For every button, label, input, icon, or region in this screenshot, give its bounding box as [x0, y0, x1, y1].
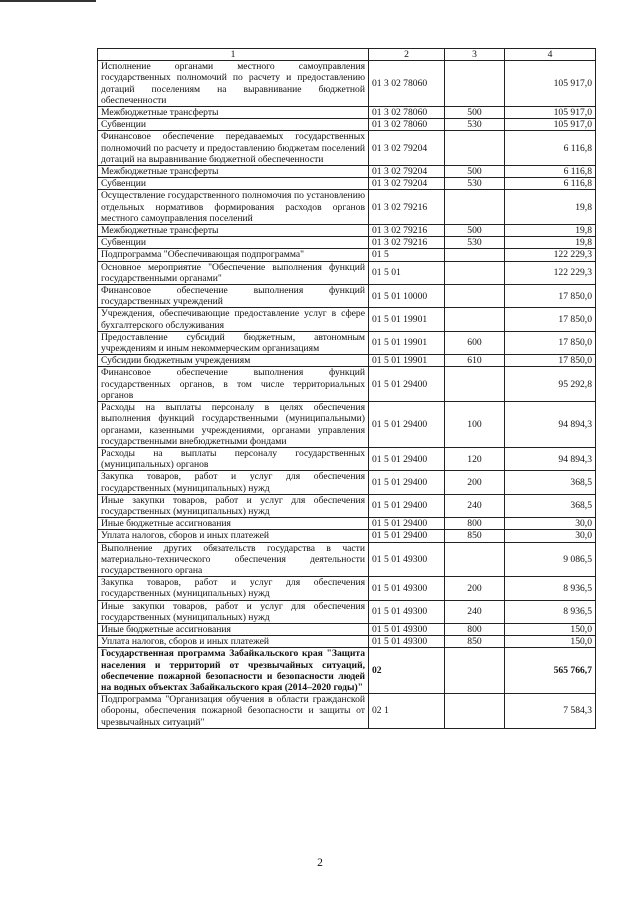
table-row — [98, 119, 596, 131]
row-name-cell: Иные бюджетные ассигнования — [98, 623, 369, 635]
row-code-cell: 01 5 01 49300 — [369, 636, 445, 648]
row-sum-cell: 17 850,0 — [505, 355, 596, 367]
table-row — [98, 367, 596, 402]
row-kvr-cell: 850 — [445, 636, 505, 648]
row-kvr-cell: 500 — [445, 225, 505, 237]
row-sum-cell: 150,0 — [505, 623, 596, 635]
table-row — [98, 355, 596, 367]
row-code-cell: 01 5 01 29400 — [369, 530, 445, 542]
row-code-cell: 01 3 02 79204 — [369, 178, 445, 190]
row-sum-cell: 8 936,5 — [505, 577, 596, 600]
row-sum-cell: 17 850,0 — [505, 285, 596, 308]
column-header-name: 1 — [98, 49, 369, 61]
row-sum-cell: 17 850,0 — [505, 331, 596, 354]
row-kvr-cell — [445, 367, 505, 402]
row-kvr-cell — [445, 694, 505, 729]
table-row — [98, 636, 596, 648]
row-code-cell: 01 3 02 79204 — [369, 131, 445, 166]
row-sum-cell: 565 766,7 — [505, 648, 596, 694]
row-kvr-cell: 530 — [445, 178, 505, 190]
row-sum-cell: 19,8 — [505, 237, 596, 249]
row-name-cell: Финансовое обеспечение передаваемых государственных полномочий по расчету и предоставлению бюджетам поселений дотаций на выравнивание бюджетной обеспеченности — [98, 131, 369, 166]
table-row — [98, 61, 596, 107]
row-name-cell: Уплата налогов, сборов и иных платежей — [98, 530, 369, 542]
row-name-cell: Учреждения, обеспечивающие предоставление услуг в сфере бухгалтерского обслуживания — [98, 308, 369, 331]
row-sum-cell: 122 229,3 — [505, 249, 596, 261]
row-kvr-cell: 500 — [445, 107, 505, 119]
row-code-cell: 01 3 02 79216 — [369, 190, 445, 225]
row-sum-cell: 105 917,0 — [505, 119, 596, 131]
table-row — [98, 237, 596, 249]
column-header-sum: 4 — [505, 49, 596, 61]
row-kvr-cell — [445, 261, 505, 284]
row-sum-cell: 368,5 — [505, 471, 596, 494]
row-kvr-cell — [445, 131, 505, 166]
row-code-cell: 01 5 01 49300 — [369, 577, 445, 600]
table-row — [98, 308, 596, 331]
row-kvr-cell — [445, 542, 505, 577]
row-sum-cell: 19,8 — [505, 225, 596, 237]
row-kvr-cell: 800 — [445, 623, 505, 635]
column-header-code: 2 — [369, 49, 445, 61]
row-sum-cell: 17 850,0 — [505, 308, 596, 331]
row-name-cell: Межбюджетные трансферты — [98, 225, 369, 237]
row-code-cell: 01 3 02 78060 — [369, 107, 445, 119]
table-row — [98, 402, 596, 448]
row-sum-cell: 6 116,8 — [505, 166, 596, 178]
row-sum-cell: 94 894,3 — [505, 402, 596, 448]
row-sum-cell: 19,8 — [505, 190, 596, 225]
row-kvr-cell: 850 — [445, 530, 505, 542]
row-name-cell: Подпрограмма "Обеспечивающая подпрограмма" — [98, 249, 369, 261]
row-code-cell: 01 5 01 29400 — [369, 367, 445, 402]
row-code-cell: 01 5 01 49300 — [369, 542, 445, 577]
row-sum-cell: 95 292,8 — [505, 367, 596, 402]
row-kvr-cell: 100 — [445, 402, 505, 448]
page-number: 2 — [317, 857, 323, 869]
row-code-cell: 01 5 01 29400 — [369, 447, 445, 470]
row-sum-cell: 6 116,8 — [505, 178, 596, 190]
row-name-cell: Субвенции — [98, 178, 369, 190]
table-row — [98, 648, 596, 694]
row-code-cell: 01 3 02 79204 — [369, 166, 445, 178]
table-row — [98, 494, 596, 517]
row-name-cell: Уплата налогов, сборов и иных платежей — [98, 636, 369, 648]
row-kvr-cell — [445, 249, 505, 261]
row-kvr-cell: 800 — [445, 518, 505, 530]
row-name-cell: Финансовое обеспечение выполнения функций государственных органов, в том числе территориальных органов — [98, 367, 369, 402]
row-code-cell: 01 3 02 78060 — [369, 61, 445, 107]
row-name-cell: Предоставление субсидий бюджетным, автономным учреждениям и иным некоммерческим организациям — [98, 331, 369, 354]
row-code-cell: 01 5 01 — [369, 261, 445, 284]
row-name-cell: Выполнение других обязательств государства в части материально-технического обеспечения деятельности государственного органа — [98, 542, 369, 577]
row-name-cell: Субвенции — [98, 237, 369, 249]
table-row — [98, 249, 596, 261]
table-row — [98, 261, 596, 284]
table-row — [98, 285, 596, 308]
row-sum-cell: 94 894,3 — [505, 447, 596, 470]
row-sum-cell: 8 936,5 — [505, 600, 596, 623]
table-row — [98, 131, 596, 166]
row-name-cell: Иные бюджетные ассигнования — [98, 518, 369, 530]
table-row — [98, 530, 596, 542]
row-name-cell: Межбюджетные трансферты — [98, 107, 369, 119]
row-code-cell: 01 5 01 29400 — [369, 518, 445, 530]
row-kvr-cell — [445, 648, 505, 694]
row-kvr-cell: 530 — [445, 119, 505, 131]
table-row — [98, 518, 596, 530]
row-kvr-cell: 240 — [445, 600, 505, 623]
row-name-cell: Финансовое обеспечение выполнения функций государственных учреждений — [98, 285, 369, 308]
row-sum-cell: 105 917,0 — [505, 61, 596, 107]
row-name-cell: Подпрограмма "Организация обучения в области гражданской обороны, обеспечения пожарной безопасности и защиты от чрезвычайных ситуаций" — [98, 694, 369, 729]
row-name-cell: Основное мероприятие "Обеспечение выполнения функций государственными органами" — [98, 261, 369, 284]
row-name-cell: Иные закупки товаров, работ и услуг для обеспечения государственных (муниципальных) нужд — [98, 494, 369, 517]
row-code-cell: 02 1 — [369, 694, 445, 729]
row-code-cell: 01 5 01 29400 — [369, 471, 445, 494]
table-row — [98, 694, 596, 729]
row-kvr-cell: 240 — [445, 494, 505, 517]
row-sum-cell: 368,5 — [505, 494, 596, 517]
row-code-cell: 01 5 01 29400 — [369, 402, 445, 448]
row-sum-cell: 6 116,8 — [505, 131, 596, 166]
row-kvr-cell: 530 — [445, 237, 505, 249]
row-code-cell: 01 5 01 19901 — [369, 331, 445, 354]
row-code-cell: 02 — [369, 648, 445, 694]
row-code-cell: 01 3 02 79216 — [369, 225, 445, 237]
row-kvr-cell — [445, 61, 505, 107]
table-row — [98, 447, 596, 470]
row-name-cell: Расходы на выплаты персоналу государственных (муниципальных) органов — [98, 447, 369, 470]
row-name-cell: Закупка товаров, работ и услуг для обеспечения государственных (муниципальных) нужд — [98, 577, 369, 600]
row-sum-cell: 105 917,0 — [505, 107, 596, 119]
row-kvr-cell — [445, 190, 505, 225]
row-code-cell: 01 5 01 49300 — [369, 623, 445, 635]
table-row — [98, 225, 596, 237]
row-kvr-cell — [445, 285, 505, 308]
table-row — [98, 577, 596, 600]
table-row — [98, 166, 596, 178]
table-row — [98, 331, 596, 354]
row-kvr-cell: 610 — [445, 355, 505, 367]
row-kvr-cell: 200 — [445, 577, 505, 600]
row-name-cell: Исполнение органами местного самоуправления государственных полномочий по расчету и предоставлению дотаций поселениям на выравнивание бюджетной обеспеченности — [98, 61, 369, 107]
table-row — [98, 623, 596, 635]
table-row — [98, 542, 596, 577]
row-name-cell: Субвенции — [98, 119, 369, 131]
row-sum-cell: 9 086,5 — [505, 542, 596, 577]
row-code-cell: 01 5 01 49300 — [369, 600, 445, 623]
budget-table — [97, 48, 596, 729]
row-kvr-cell: 500 — [445, 166, 505, 178]
row-code-cell: 01 5 01 19901 — [369, 355, 445, 367]
row-sum-cell: 122 229,3 — [505, 261, 596, 284]
row-name-cell: Закупка товаров, работ и услуг для обеспечения государственных (муниципальных) нужд — [98, 471, 369, 494]
table-row — [98, 107, 596, 119]
row-kvr-cell: 120 — [445, 447, 505, 470]
header-rule — [0, 0, 96, 2]
row-code-cell: 01 3 02 79216 — [369, 237, 445, 249]
column-header-kvr: 3 — [445, 49, 505, 61]
row-code-cell: 01 5 — [369, 249, 445, 261]
row-name-cell: Расходы на выплаты персоналу в целях обеспечения выполнения функций государственными (муниципальными) органами, казенными учреждениями, органами управления государственными внебюджетными фондами — [98, 402, 369, 448]
table-row — [98, 178, 596, 190]
table-row — [98, 471, 596, 494]
table-header-row — [98, 49, 596, 61]
table-body — [98, 61, 596, 729]
row-code-cell: 01 3 02 78060 — [369, 119, 445, 131]
row-code-cell: 01 5 01 19901 — [369, 308, 445, 331]
table-row — [98, 600, 596, 623]
row-code-cell: 01 5 01 29400 — [369, 494, 445, 517]
row-sum-cell: 150,0 — [505, 636, 596, 648]
row-name-cell: Субсидии бюджетным учреждениям — [98, 355, 369, 367]
table-row — [98, 190, 596, 225]
row-code-cell: 01 5 01 10000 — [369, 285, 445, 308]
row-kvr-cell: 200 — [445, 471, 505, 494]
row-kvr-cell — [445, 308, 505, 331]
row-sum-cell: 7 584,3 — [505, 694, 596, 729]
row-name-cell: Иные закупки товаров, работ и услуг для обеспечения государственных (муниципальных) нужд — [98, 600, 369, 623]
row-sum-cell: 30,0 — [505, 518, 596, 530]
row-name-cell: Межбюджетные трансферты — [98, 166, 369, 178]
row-sum-cell: 30,0 — [505, 530, 596, 542]
row-kvr-cell: 600 — [445, 331, 505, 354]
row-name-cell: Осуществление государственного полномочия по установлению отдельных нормативов формирования расходов органов местного самоуправления поселений — [98, 190, 369, 225]
row-name-cell: Государственная программа Забайкальского края "Защита населения и территорий от чрезвычайных ситуаций, обеспечение пожарной безопасности и безопасности людей на водных объектах Забайкальского края (2014–2020 годы)" — [98, 648, 369, 694]
